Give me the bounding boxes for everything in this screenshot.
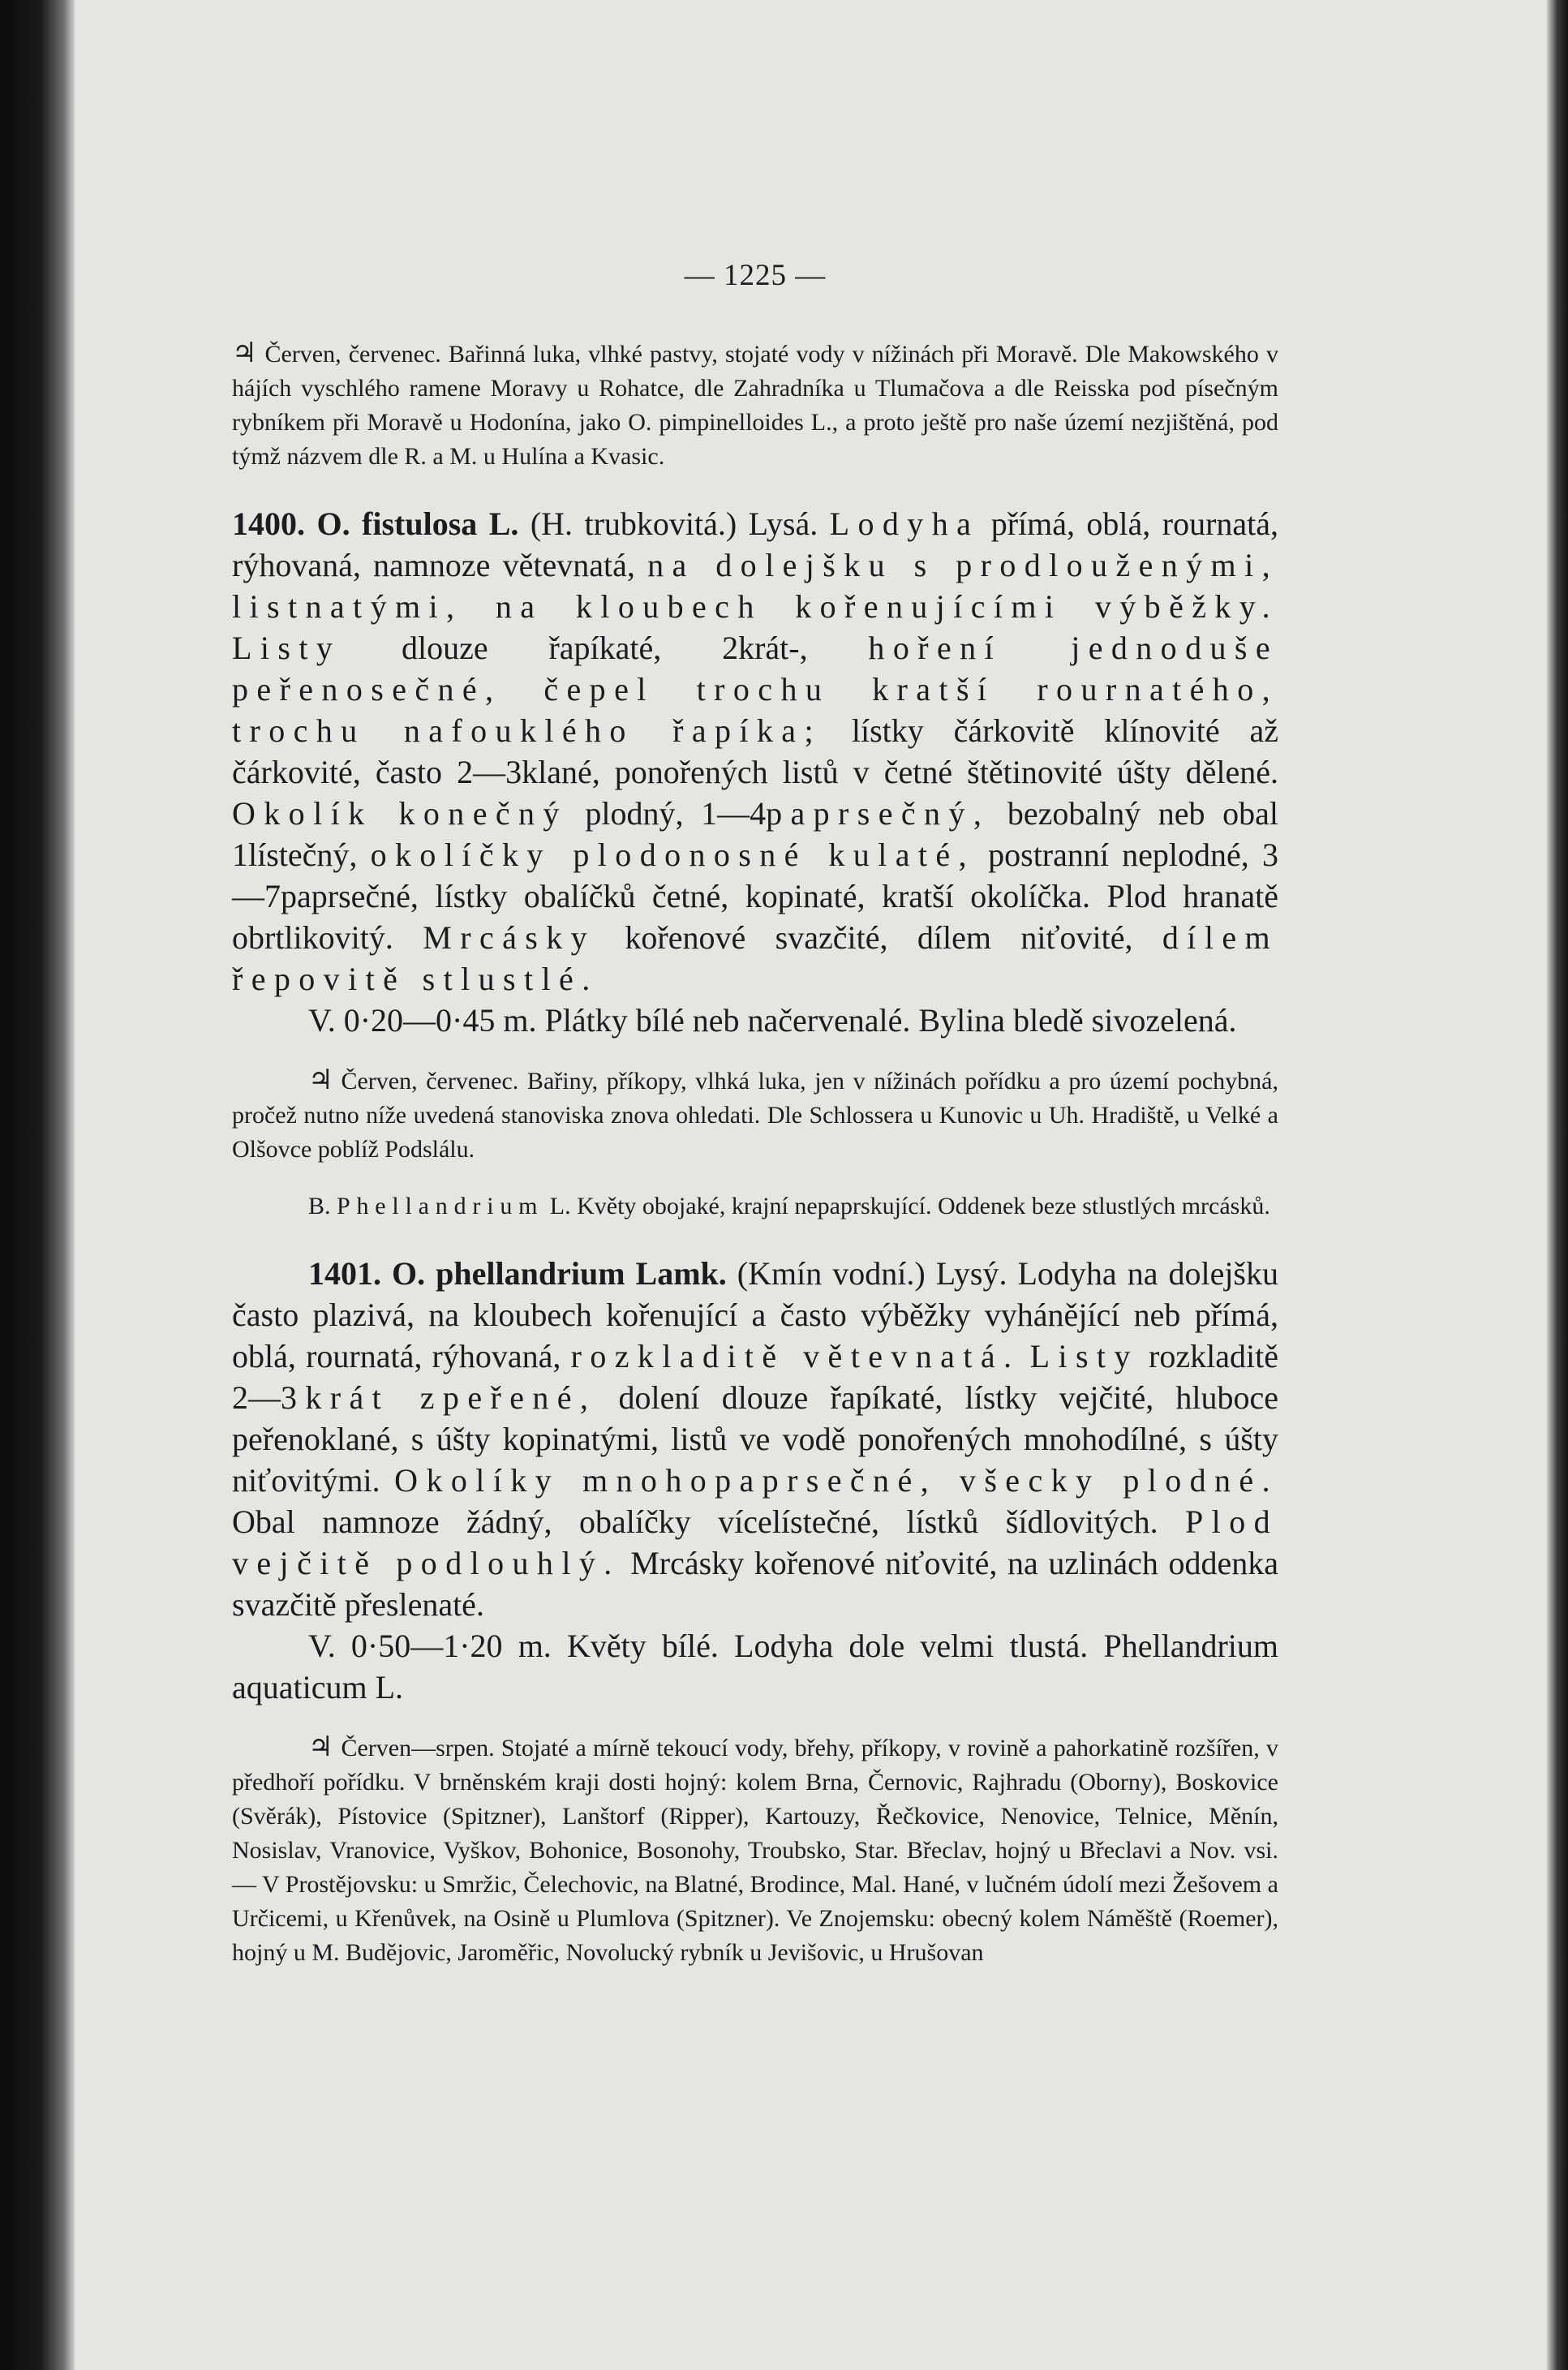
subsection-text: L. Květy obojaké, krajní nepaprskující. Oddenek beze stlustlých mrcásků. — [543, 1193, 1270, 1219]
entry-1401-spaced: Listy — [1029, 1338, 1139, 1374]
entry-1400-spaced: hoření jednoduše peřenosečné, čepel trochu kratší rournatého, trochu nafouklého řapíka; — [232, 630, 1279, 749]
paragraph-habitat-2-text: Červen, červenec. Bařiny, příkopy, vlhká luka, jen v nížinách pořídku a pro území pochybná, pročež nutno níže uvedená stanoviska znova ohledati. Dle Schlossera u Kunovic u Uh. Hradiště, u Velké a Olšovce poblíž Podslálu. — [232, 1068, 1278, 1163]
page-number: — 1225 — — [684, 259, 827, 292]
entry-1401-spaced: 3krát zpeřené, — [281, 1379, 597, 1416]
entry-1400-text: přímá, oblá, rournatá, rýhovaná, namnoze větevnatá, — [232, 505, 1279, 583]
entry-1400 — [232, 503, 1278, 1000]
entry-1401-number: 1401. — [308, 1255, 381, 1292]
entry-1400-species: O. fistulosa L. — [316, 505, 519, 542]
page-body — [232, 258, 1278, 1970]
entry-1400-number: 1400. — [232, 505, 305, 542]
entry-1400-spaced: okolíčky plodonosné kulaté, — [370, 837, 975, 873]
entry-1401-spaced: rozkladitě větevnatá. — [570, 1338, 1020, 1374]
paragraph-habitat-1 — [232, 337, 1278, 474]
entry-1401-text: dolení dlouze řapíkaté, lístky vejčité, hluboce peřenoklané, s úšty kopinatými, listů ve vodě ponořených mnohodílné, s úšty niťovitými. — [232, 1379, 1279, 1499]
entry-1401-text: (Kmín vodní.) Lysý. Lodyha na dolejšku často plazivá, na kloubech kořenující a často výběžky vyhánějící neb přímá, oblá, rournatá, rýhovaná, — [232, 1255, 1278, 1374]
paragraph-habitat-3-text: Červen—srpen. Stojaté a mírně tekoucí vody, břehy, příkopy, v rovině a pahorkatině rozšířen, v předhoří pořídku. V brněnském kraji dosti hojný: kolem Brna, Černovic, Rajhradu (Oborny), Boskovice (Svěrák), Pístovice (Spitzner), Lanštorf (Ripper), Kartouzy, Řečkovice, Nenovice, Telnice, Měnín, Nosislav, Vranovice, Vyškov, Bohonice, Bosonohy, Troubsko, Star. Břeclav, hojný u Břeclavi a Nov. vsi. — V Prostějovsku: u Smržic, Čelechovic, na Blatné, Brodince, Mal. Hané, v lučném údolí mezi Žešovem a Určicemi, u Křenůvek, na Osině u Plumlova (Spitzner). Ve Znojemsku: obecný kolem Náměště (Roemer), hojný u M. Budějovic, Jaroměřic, Novolucký rybník u Jevišovic, u Hrušovan — [232, 1735, 1278, 1966]
entry-1400-spaced: paprsečný, — [766, 795, 990, 832]
entry-1401-species: O. phellandrium Lamk. — [392, 1255, 727, 1292]
entry-1400-text: dlouze řapíkaté, 2krát-, — [341, 630, 869, 666]
entry-1400-text: lístky čárkovitě klínovité až čárkovité, často 2—3klané, ponořených listů v četné štětinovité úšty dělené. — [232, 712, 1278, 790]
subsection-name: Phellandrium — [337, 1193, 544, 1219]
entry-1401-text: Obal namnoze žádný, obalíčky vícelístečné, lístků šídlovitých. — [232, 1503, 1186, 1540]
scan-edge-right — [1547, 0, 1568, 2370]
entry-1400-spaced: na dolejšku s prodlouženými, listnatými, na kloubech kořenujícími výběžky. — [232, 547, 1278, 625]
entry-1400-text: kořenové svazčité, dílem niťovité, — [595, 919, 1162, 956]
entry-1400-text: (H. trubkovitá.) Lysá. — [518, 505, 830, 542]
entry-1401-text: rozkladitě 2— — [232, 1338, 1278, 1416]
entry-1400-spaced: Mrcásky — [423, 919, 596, 956]
paragraph-habitat-1-text: Červen, červenec. Bařinná luka, vlhké pastvy, stojaté vody v nížinách při Moravě. Dle Makowského v hájích vyschlého ramene Moravy u Rohatce, dle Zahradníka u Tlumačova a dle Reisska pod písečným rybníkem při Moravě u Hodonína, jako O. pimpinelloides L., a proto ještě pro naše území nezjištěná, pod týmž názvem dle R. a M. u Hulína a Kvasic. — [232, 341, 1278, 470]
paragraph-habitat-2 — [232, 1064, 1278, 1167]
entry-1400-spaced: Listy — [232, 630, 342, 666]
entry-1400-dimensions: V. 0·20—0·45 m. Plátky bílé neb načervenalé. Bylina bledě sivozelená. — [308, 1002, 1237, 1039]
entry-1401-spaced: Okolíky mnohopaprsečné, všecky plodné. — [394, 1462, 1278, 1499]
entry-1400-spaced: dílem řepovitě stlustlé. — [232, 919, 1278, 997]
perennial-symbol-icon: ♃ — [308, 1065, 333, 1095]
entry-1401-spaced: Plod vejčitě podlouhlý. — [232, 1503, 1278, 1581]
entry-1400-text: bezobalný neb obal 1lístečný, — [232, 795, 1278, 873]
entry-1401-dimensions: V. 0·50—1·20 m. Květy bílé. Lodyha dole velmi tlustá. Phellandrium aquaticum L. — [232, 1628, 1278, 1705]
scan-edge-left — [0, 0, 75, 2370]
entry-1400-spaced: Lodyha — [829, 505, 980, 542]
perennial-symbol-icon: ♃ — [232, 338, 257, 368]
entry-1400-text: plodný, 1—4 — [567, 795, 767, 832]
entry-1401 — [232, 1253, 1278, 1625]
perennial-symbol-icon: ♃ — [308, 1732, 333, 1762]
entry-1401-text — [1020, 1338, 1029, 1374]
entry-1400-text: postranní neplodné, 3—7paprsečné, lístky obalíčků četné, kopinaté, kratší okolíčka. Plod hranatě obrtlikovitý. — [232, 837, 1278, 956]
entry-1401-text: Mrcásky kořenové niťovité, na uzlinách oddenka svazčitě přeslenaté. — [232, 1545, 1278, 1623]
paragraph-habitat-3 — [232, 1731, 1278, 1970]
entry-1400-spaced: Okolík konečný — [232, 795, 568, 832]
subsection-letter: B. — [308, 1193, 337, 1219]
subsection-phellandrium — [232, 1189, 1278, 1224]
